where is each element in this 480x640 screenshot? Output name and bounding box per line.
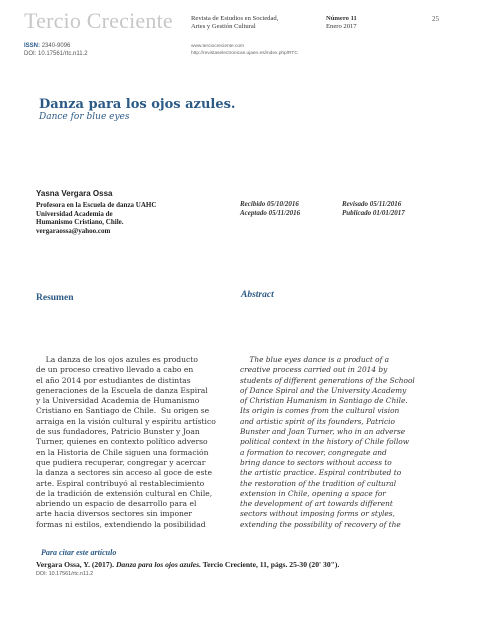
resumen-line: formas ni estilos, extendiendo la posibilidad (36, 519, 206, 529)
journal-name (191, 15, 331, 31)
abstract-line: Bunster and Joan Turner, who in an adverse (240, 427, 406, 437)
journal-logo: Tercio Creciente (24, 8, 173, 33)
abstract-body (240, 355, 415, 530)
issn-block (24, 42, 88, 58)
abstract-line: Its origin is comes from the cultural vision (240, 406, 400, 416)
abstract-line: the artistic practice. Espiral contributed to (240, 468, 402, 478)
citation-heading: Para citar este artículo (41, 548, 117, 557)
resumen-line: La danza de los ojos azules es producto (36, 355, 198, 364)
resumen-body (36, 355, 216, 530)
resumen-line: en la Historia de Chile siguen una formación (36, 447, 209, 457)
abstract-line: students of different generations of the School (240, 375, 415, 385)
affiliation-line: Universidad Academia de (36, 209, 113, 218)
resumen-line: la danza a sectores sin acceso al goce de este (36, 468, 212, 478)
resumen-line: arraiga en la visión cultural y espíritu artístico (36, 416, 216, 426)
citation-title: Danza para los ojos azules. (115, 560, 201, 569)
issn-value: 2340-9096 (41, 43, 71, 49)
citation-prefix: Vergara Ossa, Y. (2017). (36, 560, 116, 569)
resumen-line: de la tradición de extensión cultural en Chile, (36, 488, 213, 498)
article-subtitle: Dance for blue eyes (39, 112, 130, 122)
abstract-line: extension in Chile, opening a space for (240, 488, 386, 498)
date-received: Recibido 05/10/2016 (240, 200, 299, 208)
abstract-line: The blue eyes dance is a product of a (240, 355, 390, 364)
author-email[interactable]: vergaraossa@yahoo.com (36, 226, 111, 235)
resumen-line: abriendo un espacio de desarrollo para el (36, 499, 197, 509)
journal-url-2[interactable]: http://revistaselectronicas.ujaen.es/index.php/RTC (191, 51, 298, 56)
resumen-line: que pudiera recuperar, congregar y acercar (36, 457, 206, 467)
citation-suffix: Tercio Creciente, 11, págs. 25-30 (20' 30"). (200, 560, 340, 569)
resumen-line: el año 2014 por estudiantes de distintas (36, 375, 191, 385)
abstract-heading: Abstract (241, 290, 274, 300)
resumen-line: generaciones de la Escuela de danza Espiral (36, 385, 208, 395)
abstract-line: the development of art towards different (240, 499, 393, 509)
abstract-line: the restoration of the tradition of cultural (240, 478, 397, 488)
citation-text (36, 560, 339, 569)
issue-info (326, 15, 357, 31)
issue-date: Enero 2017 (326, 23, 357, 30)
resumen-line: arte. Espiral contribuyó al restablecimiento (36, 478, 205, 488)
abstract-line: sectors without imposing forms or styles, (240, 509, 395, 519)
abstract-line: and artistic spirit of its founders, Patricio (240, 416, 395, 426)
issn-label: ISSN: (24, 43, 41, 49)
date-published: Publicado 01/01/2017 (342, 208, 405, 217)
resumen-line: de un proceso creativo llevado a cabo en (36, 365, 194, 375)
abstract-line: creative process carried out in 2014 by (240, 365, 388, 375)
issue-number: Número 11 (326, 15, 357, 22)
date-accepted: Aceptado 05/11/2016 (240, 208, 301, 217)
article-title: Danza para los ojos azules. (39, 97, 236, 112)
dates-received-accepted (240, 200, 300, 217)
abstract-line: extending the possibility of recovery of the (240, 519, 401, 529)
journal-url-1[interactable]: www.terciocreciente.com (191, 44, 245, 49)
author-name: Yasna Vergara Ossa (36, 189, 113, 198)
journal-name-line1: Revista de Estudios en Sociedad, (191, 15, 279, 22)
abstract-line: a formation to recover, congregate and (240, 447, 387, 457)
affiliation-line: Humanismo Cristiano, Chile. (36, 218, 124, 227)
journal-urls (191, 43, 298, 57)
date-revised: Revisado 05/11/2016 (342, 200, 402, 208)
author-affiliation (36, 201, 236, 235)
header-doi: DOI: 10.17561/rtc.n11.2 (24, 51, 88, 57)
page-number: 25 (432, 15, 439, 23)
resumen-line: arte hacia diversos sectores sin imponer (36, 509, 193, 519)
dates-revised-published (342, 200, 405, 217)
resumen-line: y la Universidad Academia de Humanismo (36, 396, 200, 406)
abstract-line: of Dance Spiral and the University Academy (240, 385, 407, 395)
abstract-line: bring dance to sectors without access to (240, 457, 392, 467)
abstract-line: political context in the history of Chile follow (240, 437, 410, 447)
resumen-heading: Resumen (36, 293, 74, 303)
citation-doi: DOI: 10.17561/rtc.n11.2 (36, 571, 94, 577)
affiliation-line: Profesora en la Escuela de danza UAHC (36, 201, 157, 209)
resumen-line: Cristiano en Santiago de Chile. Su origen se (36, 406, 210, 416)
abstract-line: of Christian Humanism in Santiago de Chile. (240, 396, 408, 406)
resumen-line: Turner, quienes en contexto político adverso (36, 437, 208, 447)
resumen-line: de sus fundadores, Patricio Bunster y Joan (36, 427, 200, 437)
journal-name-line2: Artes y Gestión Cultural (191, 23, 256, 30)
